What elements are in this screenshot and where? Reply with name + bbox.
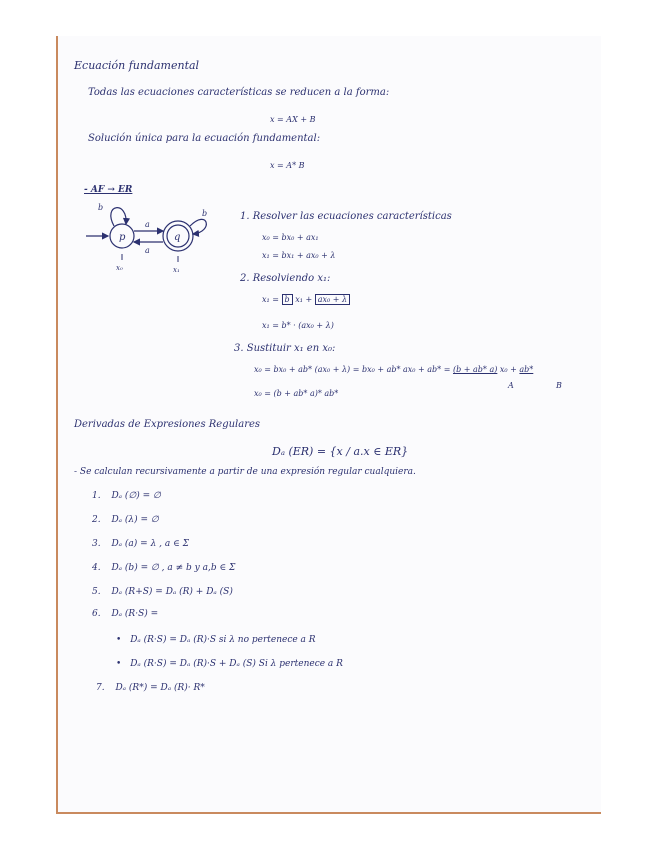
rule-number: 6. [92, 609, 101, 619]
sub-rule-2 [116, 660, 343, 669]
step-3-term-B: ab* [519, 365, 534, 374]
edge-bottom-label: a [145, 246, 150, 255]
var-q-label: x₁ [173, 266, 180, 274]
step-2-eq1-boxed-b: b [282, 294, 293, 305]
step-3-eq1-expansion: x₀ = bx₀ + ab* (ax₀ + λ) = bx₀ + ab* ax₀ + ab* = [254, 365, 451, 374]
rule-text: Dₐ (λ) = ∅ [111, 515, 159, 525]
section-title-fundamental: Ecuación fundamental [74, 59, 200, 72]
section-title-derivatives: Derivadas de Expresiones Regulares [74, 419, 261, 430]
bullet: • [116, 635, 122, 645]
rule-text: Dₐ (R*) = Dₐ (R)· R* [115, 683, 205, 693]
fundamental-form-equation: x = AX + B [270, 115, 316, 124]
rule-6 [92, 610, 158, 619]
rule-number: 5. [92, 587, 101, 597]
step-3-equation-1 [254, 366, 533, 374]
step-2-eq1-lhs: x₁ = [262, 295, 279, 304]
rule-text: Dₐ (a) = λ , a ∈ Σ [111, 539, 189, 549]
automaton-diagram [84, 198, 224, 278]
rule-text: Dₐ (R+S) = Dₐ (R) + Dₐ (S) [111, 587, 233, 597]
sub-rule-text: Dₐ (R·S) = Dₐ (R)·S + Dₐ (S) Si λ pertenece a R [130, 659, 343, 669]
af-er-heading: - AF → ER [84, 185, 133, 195]
step-1-equation-1: x₀ = bx₀ + ax₁ [262, 233, 319, 242]
step-3-label-B: B [556, 381, 562, 390]
bullet: • [116, 659, 122, 669]
rule-text: Dₐ (b) = ∅ , a ≠ b y a,b ∈ Σ [111, 563, 236, 573]
rule-1 [92, 492, 161, 501]
step-2-equation-1 [262, 296, 350, 304]
step-2-equation-2: x₁ = b* · (ax₀ + λ) [262, 321, 334, 330]
rule-text: Dₐ (R·S) = [111, 609, 159, 619]
derivative-definition: Dₐ (ER) = {x / a.x ∈ ER} [272, 445, 409, 458]
rule-5 [92, 588, 233, 597]
rule-number: 4. [92, 563, 101, 573]
step-2-label: 2. Resolviendo x₁: [240, 273, 331, 284]
fundamental-intro: Todas las ecuaciones características se reducen a la forma: [88, 87, 390, 98]
rule-3 [92, 540, 189, 549]
step-3-label: 3. Sustituir x₁ en x₀: [234, 343, 336, 354]
state-p-label: p [119, 232, 126, 243]
step-3-x0: x₀ + [499, 365, 517, 374]
step-2-eq1-boxed-term: ax₀ + λ [315, 294, 350, 305]
fundamental-solution-equation: x = A* B [270, 161, 305, 170]
rule-7 [96, 684, 205, 693]
step-3-label-A: A [508, 381, 514, 390]
step-3-term-A: (b + ab* a) [452, 365, 498, 374]
sub-rule-1 [116, 636, 316, 645]
rule-number: 3. [92, 539, 101, 549]
rule-4 [92, 564, 235, 573]
state-q-label: q [174, 232, 181, 243]
edge-top-label: a [145, 220, 150, 229]
rule-number: 7. [96, 683, 105, 693]
rule-text: Dₐ (∅) = ∅ [111, 491, 161, 501]
loop-q-label: b [202, 209, 208, 218]
rule-number: 1. [92, 491, 101, 501]
step-2-eq1-mid: x₁ + [295, 295, 313, 304]
step-3-equation-2: x₀ = (b + ab* a)* ab* [254, 389, 339, 398]
step-1-equation-2: x₁ = bx₁ + ax₀ + λ [262, 251, 336, 260]
var-p-label: x₀ [116, 264, 123, 272]
loop-p [111, 208, 126, 226]
derivatives-intro: - Se calculan recursivamente a partir de una expresión regular cualquiera. [74, 467, 416, 477]
loop-p-label: b [98, 203, 104, 212]
rule-number: 2. [92, 515, 101, 525]
sub-rule-text: Dₐ (R·S) = Dₐ (R)·S si λ no pertenece a R [130, 635, 316, 645]
rule-2 [92, 516, 159, 525]
step-1-label: 1. Resolver las ecuaciones características [240, 211, 452, 222]
fundamental-solution-text: Solución única para la ecuación fundamental: [88, 133, 321, 144]
